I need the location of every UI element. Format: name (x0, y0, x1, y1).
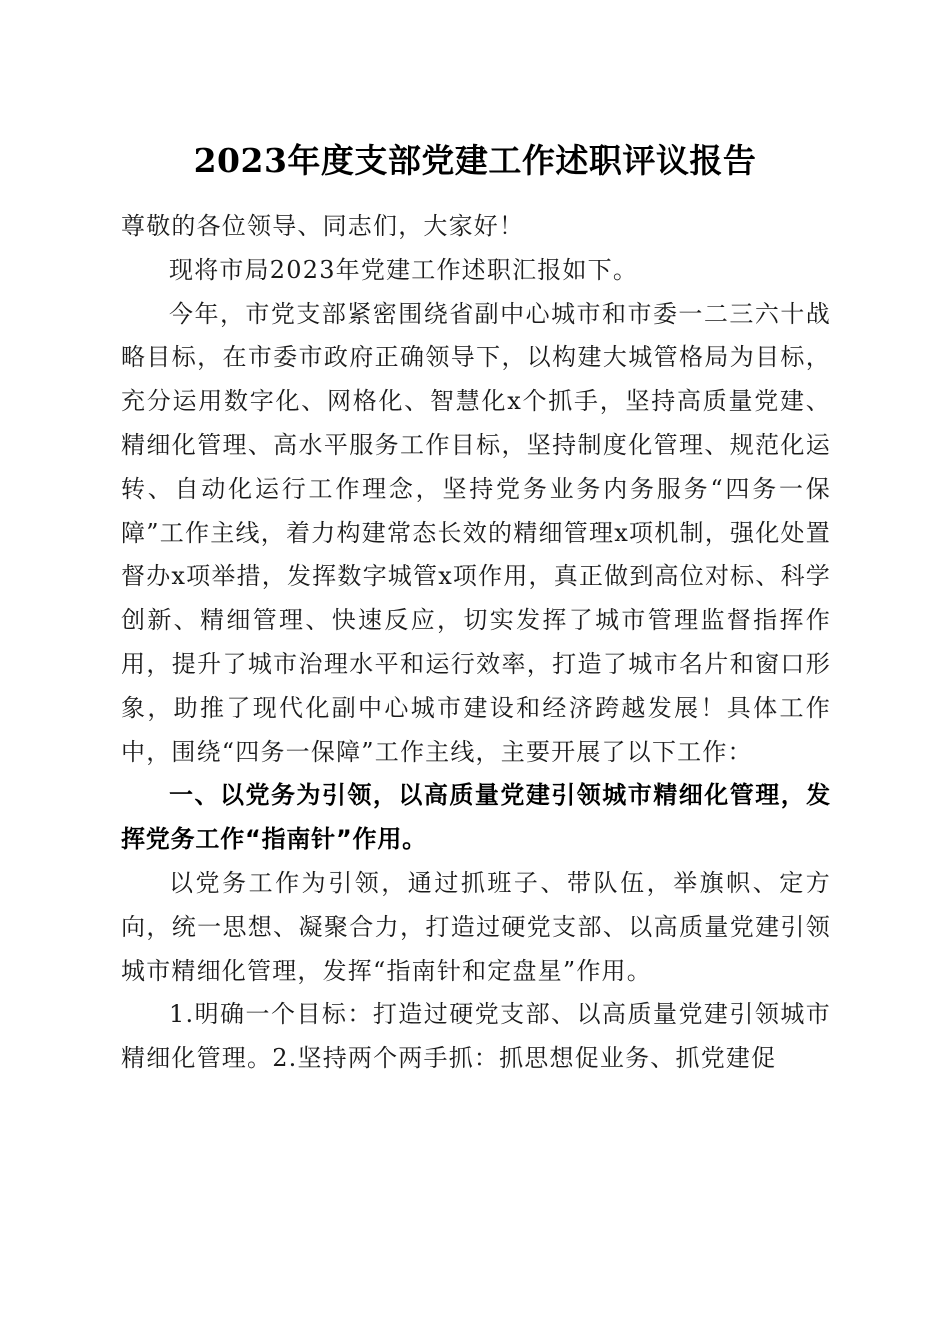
document-title: 2023年度支部党建工作述职评议报告 (193, 141, 757, 180)
section-heading: 一、以党务为引领，以高质量党建引领城市精细化管理，发挥党务工作“指南针”作用。 (121, 781, 831, 854)
section-items-paragraph: 1.明确一个目标：打造过硬党支部、以高质量党建引领城市精细化管理。2.坚持两个两手抓：抓思想促业务、抓党建促 (121, 1000, 831, 1073)
document-body (121, 205, 831, 1081)
greeting-paragraph: 尊敬的各位领导、同志们，大家好！ (121, 212, 525, 240)
overview-paragraph: 今年，市党支部紧密围绕省副中心城市和市委一二三六十战略目标，在市委市政府正确领导下，以构建大城管格局为目标，充分运用数字化、网格化、智慧化x个抓手，坚持高质量党建、精细化管理、高水平服务工作目标，坚持制度化管理、规范化运转、自动化运行工作理念，坚持党务业务内务服务“四务一保障”工作主线，着力构建常态长效的精细管理x项机制，强化处置督办x项举措，发挥数字城管x项作用，真正做到高位对标、科学创新、精细管理、快速反应，切实发挥了城市管理监督指挥作用，提升了城市治理水平和运行效率，打造了城市名片和窗口形象，助推了现代化副中心城市建设和经济跨越发展！具体工作中，围绕“四务一保障”工作主线，主要开展了以下工作： (121, 299, 831, 766)
intro-paragraph: 现将市局2023年党建工作述职汇报如下。 (169, 255, 639, 284)
section-paragraph: 以党务工作为引领，通过抓班子、带队伍，举旗帜、定方向，统一思想、凝聚合力，打造过硬党支部、以高质量党建引领城市精细化管理，发挥“指南针和定盘星”作用。 (121, 868, 831, 985)
